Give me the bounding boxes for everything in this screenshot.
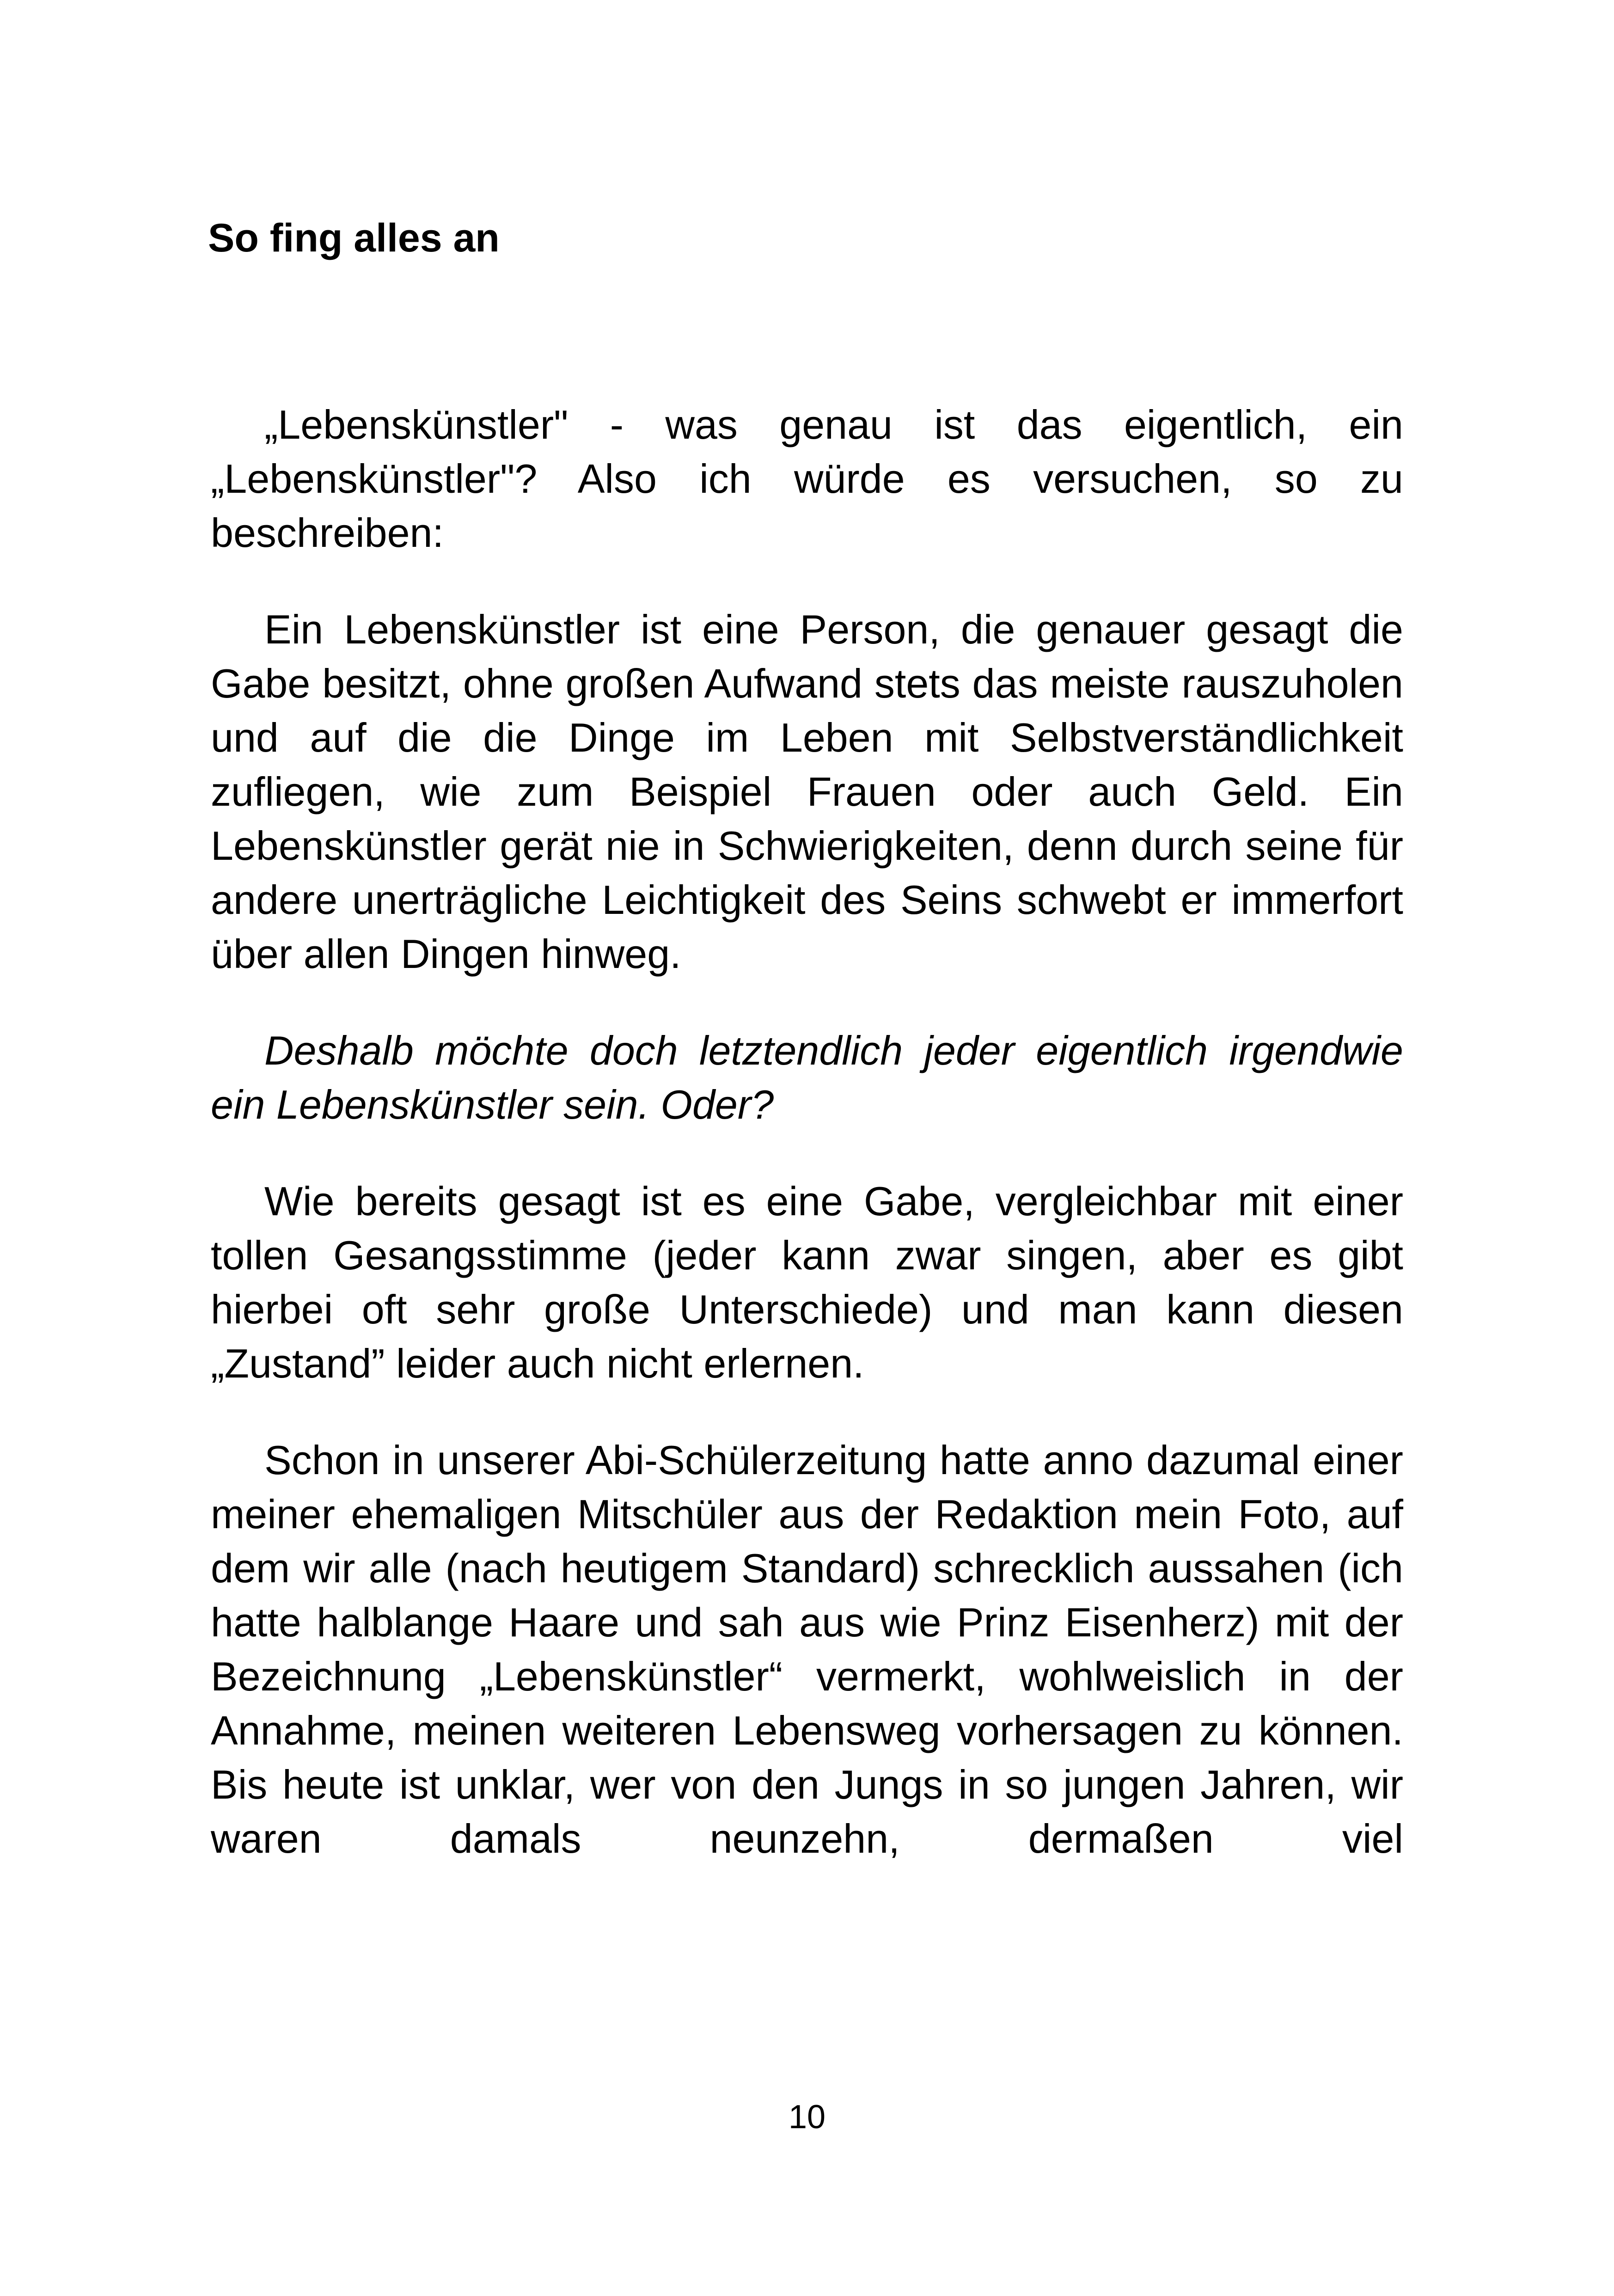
paragraph-2: Ein Lebenskünstler ist eine Person, die genauer gesagt die Gabe besitzt, ohne großen Aufwand stets das meiste rauszuholen und auf die die Dinge im Leben mit Selbstverständlichkeit zufliegen, wie zum Beispiel Frauen oder auch Geld. Ein Lebenskünstler gerät nie in Schwierigkeiten, denn durch seine für andere unerträgliche Leichtigkeit des Seins schwebt er immerfort über allen Dingen hinweg. <box>211 606 1403 977</box>
paragraph-1: „Lebenskünstler" - was genau ist das eigentlich, ein „Lebenskünstler"? Also ich würde es versuchen, so zu beschreiben: <box>211 402 1403 556</box>
paragraph-5: Schon in unserer Abi-Schülerzeitung hatte anno dazumal einer meiner ehemaligen Mitschüler aus der Redaktion mein Foto, auf dem wir alle (nach heutigem Standard) schrecklich aussahen (ich hatte halblange Haare und sah aus wie Prinz Eisenherz) mit der Bezeichnung „Lebenskünstler“ vermerkt, wohlweislich in der Annahme, meinen weiteren Lebensweg vorhersagen zu können. Bis heute ist unklar, wer von den Jungs in so jungen Jahren, wir waren damals neunzehn, dermaßen viel <box>211 1437 1403 1861</box>
chapter-body <box>211 398 1403 1908</box>
page-number: 10 <box>788 2099 826 2136</box>
paragraph-4: Wie bereits gesagt ist es eine Gabe, vergleichbar mit einer tollen Gesangsstimme (jeder kann zwar singen, aber es gibt hierbei oft sehr große Unterschiede) und man kann diesen „Zustand” leider auch nicht erlernen. <box>211 1178 1403 1386</box>
chapter-heading: So fing alles an <box>208 216 500 260</box>
paragraph-3-italic: Deshalb möchte doch letztendlich jeder eigentlich irgendwie ein Lebenskünstler sein. Oder? <box>211 1028 1403 1127</box>
